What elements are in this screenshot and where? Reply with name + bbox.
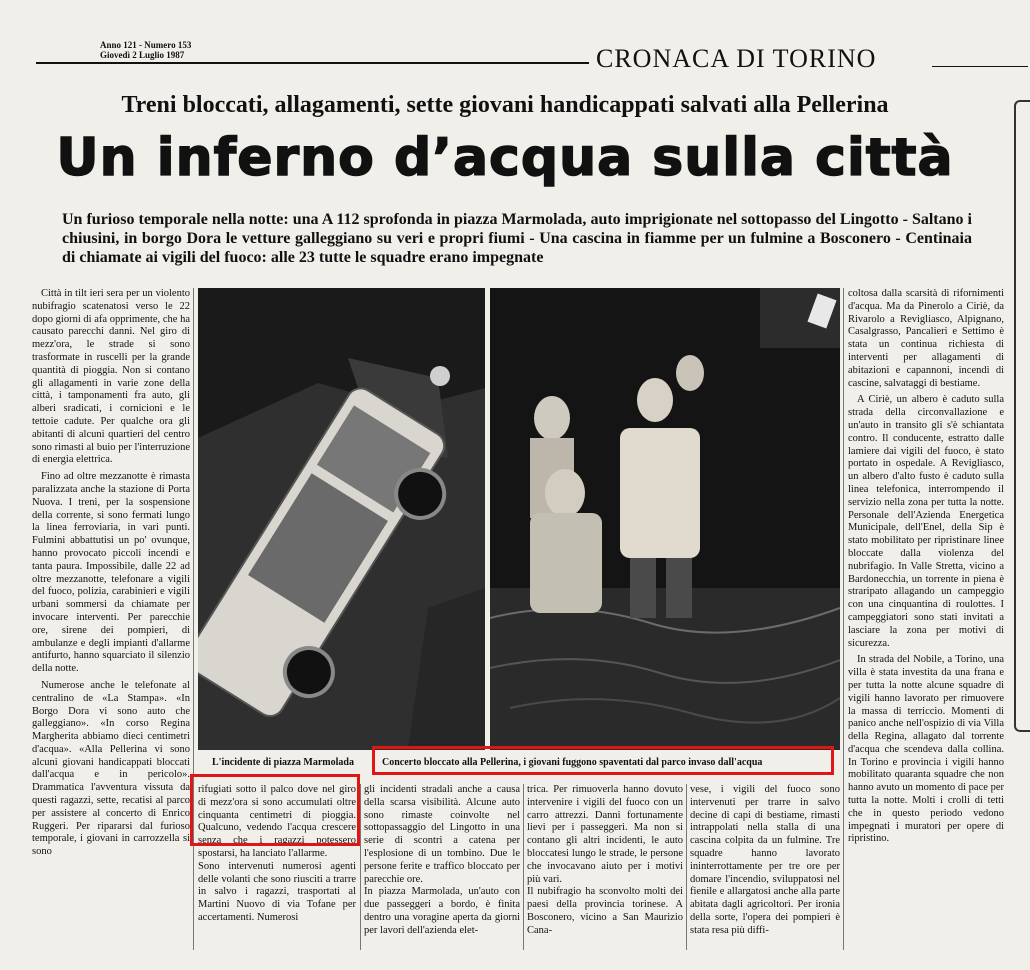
photo-illustration <box>490 288 840 750</box>
youths-in-flood-photo <box>490 288 840 750</box>
text-column-3: gli incidenti stradali anche a causa della scarsa visibilità. Alcune auto sono rimaste coinvolte nel sottopassaggio del Lingotto in una serie di scontri a catena per l'esplosione di un tombino. Due le persone ferite e traffico bloccato per parecchie ore. In piazza Marmolada, un'auto con due passeggeri a bordo, è finita dentro una voragine aperta da giorni per lavori dell'azienda elet- <box>364 784 520 936</box>
article-kicker: Treni bloccati, allagamenti, sette giovani handicappati salvati alla Pellerina <box>121 92 889 118</box>
paragraph: Città in tilt ieri sera per un violento nubifragio scatenatosi verso le 22 dopo giorni di afa opprimente, che ha causato parecchi danni. Nel giro di mezz'ora, le strade si sono trasformate in ruscelli per la grande quantità di pioggia. Non si contano gli allagamenti in varie zone della città, i tamponamenti fra auto, gli alberi sradicati, i cornicioni e le tettoie cadute. Per qualche ora gli abitanti di alcuni quartieri del centro sono rimasti al buio per l'interruzione di energia elettrica. <box>32 288 190 466</box>
paragraph: A Ciriè, un albero è caduto sulla strada della circonvallazione e un'auto in transito gli s'è schiantata contro. Il conducente, estratto dalle lamiere dai vigili del fuoco, è stato portato in ospedale. A Revigliasco, un albero d'alto fusto è caduto sulla linea telefonica, interrompendo il servizio nella zona per tutta la notte. Personale dell'Azienda Energetica Municipale, dell'Enel, della Sip è stato mobilitato per ripristinare linee bloccate dalla violenza del nubrifagio. In Valle Stretta, vicino a Bardonecchia, un torrente in piena è straripato allagando un campeggio con una cinquantina di roulottes. I campeggiatori sono stati invitati a lasciare la zona per motivi di sicurezza. <box>848 394 1004 649</box>
issue-date: Giovedì 2 Luglio 1987 <box>100 50 185 60</box>
paragraph: coltosa dalla scarsità di rifornimenti d'acqua. Ma da Pinerolo a Ciriè, da Rivarolo a Revigliasco, Alpignano, Casalgrasso, Pancalieri e Settimo è stata un continua richiesta di interventi per allagamenti di abitazioni e capannoni, incendi di cascine, salvataggi di bestiame. <box>848 288 1004 389</box>
column-divider <box>193 288 194 950</box>
text-column-1 <box>32 288 190 950</box>
paragraph: Numerose anche le telefonate al centralino de «La Stampa». «In Borgo Dora vi sono auto che galleggiano». «In corso Regina Margherita abbiamo dieci centimetri d'acqua». «Alla Pellerina vi sono alcuni giovani handicappati bloccati dall'acqua e in pericolo». Drammatica l'avventura vissuta da questi ragazzi, sette, recatisi al parco per assistere al concerto di Enrico Ruggeri. Per ripararsi dal furioso temporale, i giovani in carrozzella si sono <box>32 679 190 858</box>
column-divider <box>686 784 687 950</box>
paragraph: Fino ad oltre mezzanotte è rimasta paralizzata anche la stazione di Porta Nuova. I treni, per la sospensione della corrente, si sono fermati lungo la linea ferroviaria, in vari punti. Fulmini abbattutisi un po' ovunque, hanno provocato piccoli incendi e tanta paura. Impossibile, dalle 22 ad oltre mezzanotte, telefonare a vigili del fuoco, polizia, carabinieri e vigili urbani sommersi da chiamate per invocare interventi. Per parecchie ore, sirene dei pompieri, di ambulanze e degli impianti d'allarme antifurto, hanno squarciato il silenzio della notte. <box>32 471 190 675</box>
column-divider <box>360 784 361 950</box>
adjacent-article-frame <box>1014 100 1030 732</box>
text-column-4: trica. Per rimuoverla hanno dovuto intervenire i vigili del fuoco con un carro attrezzi. Danni fortunamente lievi per i passeggeri. Ma non si contano gli altri incidenti, le auto bloccatesi lungo le strade, le persone che invocavano aiuto per i motivi più vari. Il nubifragio ha sconvolto molti dei paesi della provincia torinese. A Bosconero, vicino a San Maurizio Cana- <box>527 784 683 936</box>
issue-number: Anno 121 - Numero 153 <box>100 40 192 50</box>
article-headline: Un inferno d’acqua sulla città <box>56 128 954 188</box>
text-column-6 <box>848 288 1004 950</box>
masthead-rule <box>36 62 589 64</box>
photo-caption-right: Concerto bloccato alla Pellerina, i giovani fuggono spaventati dal parco invaso dall'acqua <box>382 757 763 768</box>
photo-caption-left: L'incidente di piazza Marmolada <box>212 757 354 768</box>
section-title: CRONACA DI TORINO <box>596 44 877 73</box>
photo-illustration <box>198 288 485 750</box>
column-divider <box>843 288 844 950</box>
masthead-rule-right <box>932 66 1028 67</box>
text-column-2: rifugiati sotto il palco dove nel giro di mezz'ora si sono accumulati oltre cinquanta centimetri di pioggia. Qualcuno, vedendo l'acqua crescere senza che i ragazzi potessero spostarsi, ha lanciato l'allarme. Sono intervenuti numerosi agenti delle volanti che sono riusciti a trarre in salvo i ragazzi, trasportati al Martini Nuovo di via Tofane per accertamenti. Numerosi <box>198 784 356 923</box>
car-in-sinkhole-photo <box>198 288 485 750</box>
paragraph: In strada del Nobile, a Torino, una villa è stata investita da una frana e per tutta la notte alcune squadre di vigili hanno lavorato per rimuovere la massa di terriccio. Momenti di panico anche nell'ospizio di via Villa della Regina, allagato dal torrente d'acqua che scendeva dalla collina. In Torino e provincia i vigili hanno mobilitato quaranta squadre che non hanno avuto un momento di pace per tutta la notte. Molti i crolli di tetti che in questo periodo vedono impegnati i muratori per opere di ripristino. <box>848 654 1004 845</box>
highlight-box-caption <box>372 746 834 775</box>
highlight-box-text <box>190 774 360 846</box>
text-column-5: vese, i vigili del fuoco sono intervenuti per trarre in salvo decine di capi di bestiame, rimasti intrappolati nella stalla di una cascina colpita da un fulmine. Tre squadre hanno lavorato ininterrottamente per tre ore per domare l'incendio, sviluppatosi nel fienile e allargatosi anche alla parte abitata dagli agricoltori. Per ironia della sorte, l'opera dei pompieri è stata resa più diffi- <box>690 784 840 936</box>
column-divider <box>523 784 524 950</box>
issue-info <box>100 40 191 60</box>
article-deck: Un furioso temporale nella notte: una A 112 sprofonda in piazza Marmolada, auto imprigionate nel sottopasso del Lingotto - Saltano i chiusini, in borgo Dora le vetture galleggiano su veri e propri fiumi - Una cascina in fiamme per un fulmine a Bosconero - Centinaia di chiamate ai vigili del fuoco: alle 23 tutte le squadre erano impegnate <box>62 211 972 266</box>
